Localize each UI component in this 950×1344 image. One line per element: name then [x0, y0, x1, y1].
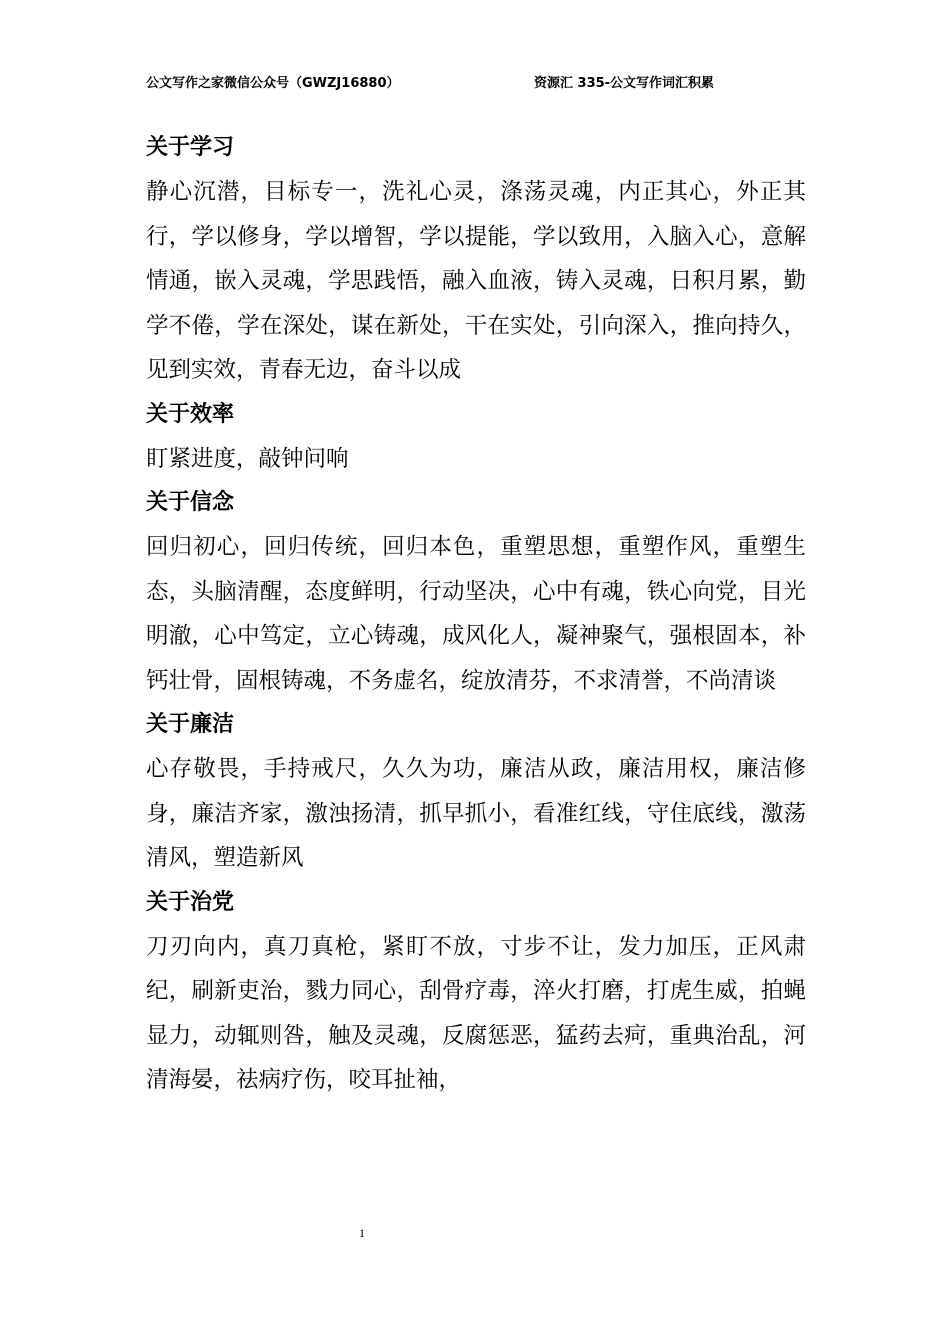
section-efficiency	[146, 393, 806, 482]
section-text: 心存敬畏，手持戒尺，久久为功，廉洁从政，廉洁用权，廉洁修身，廉洁齐家，激浊扬清，抓早抓小，看准红线，守住底线，激荡清风，塑造新风	[146, 756, 806, 871]
page-header	[146, 72, 804, 92]
section-title: 关于效率	[146, 401, 235, 427]
header-left-text: 公文写作之家微信公众号（GWZJ16880）	[146, 76, 400, 91]
section-text: 盯紧进度，敲钟问响	[146, 445, 349, 472]
section-text: 回归初心，回归传统，回归本色，重塑思想，重塑作风，重塑生态，头脑清醒，态度鲜明，行动坚决，心中有魂，铁心向党，目光明澈，心中笃定，立心铸魂，成风化人，凝神聚气，强根固本，补钙壮骨，固根铸魂，不务虚名，绽放清芬，不求清誉，不尚清谈	[146, 534, 806, 694]
section-title: 关于廉洁	[146, 712, 235, 737]
section-title: 关于信念	[146, 490, 235, 515]
section-title: 关于治党	[146, 889, 235, 915]
header-right-text: 资源汇 335-公文写作词汇积累	[534, 76, 715, 91]
section-belief	[146, 481, 806, 703]
section-integrity	[146, 703, 806, 881]
section-text: 静心沉潜，目标专一，洗礼心灵，涤荡灵魂，内正其心，外正其行，学以修身，学以增智，学以提能，学以致用，入脑入心，意解情通，嵌入灵魂，学思践悟，融入血液，铸入灵魂，日积月累，勤学不倦，学在深处，谋在新处，干在实处，引向深入，推向持久，见到实效，青春无边，奋斗以成	[146, 179, 806, 383]
section-text: 刀刃向内，真刀真枪，紧盯不放，寸步不让，发力加压，正风肃纪，刷新吏治，戮力同心，刮骨疗毒，淬火打磨，打虎生威，拍蝇显力，动辄则咎，触及灵魂，反腐惩恶，猛药去疴，重典治乱，河清海晏，祛病疗伤，咬耳扯袖，	[146, 933, 806, 1093]
document-body	[146, 126, 806, 1103]
page-number: 1	[359, 1226, 365, 1240]
section-party-governance	[146, 881, 806, 1103]
section-study	[146, 126, 806, 393]
section-title: 关于学习	[146, 135, 235, 160]
